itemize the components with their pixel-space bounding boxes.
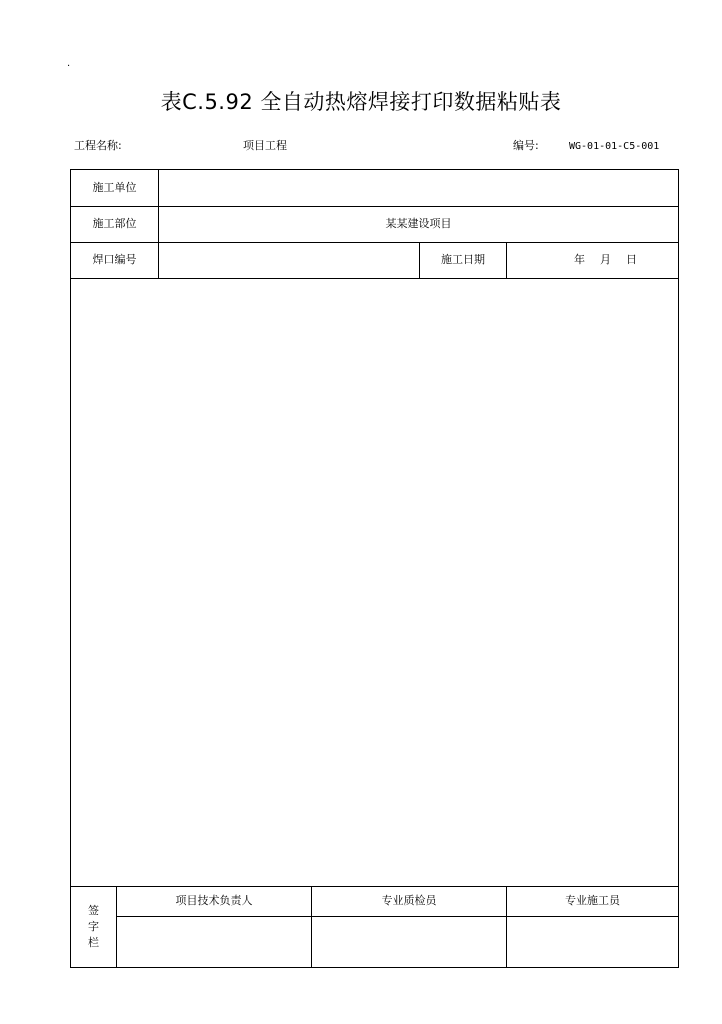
document-number-label: 编号: [513,139,539,152]
form-table [70,169,679,968]
signature-label-char: 字 [88,920,99,933]
date-month-label: 月 [600,253,611,266]
page-title: 表C.5.92 全自动热熔焊接打印数据粘贴表 [160,90,562,114]
signature-section-label [71,887,116,967]
construction-part-label: 施工部位 [92,217,137,230]
print-data-paste-area[interactable] [71,279,678,886]
construction-worker-header: 专业施工员 [565,894,620,907]
tech-lead-signature-field[interactable] [117,917,311,967]
construction-unit-label: 施工单位 [92,181,137,194]
quality-inspector-signature-field[interactable] [312,917,506,967]
project-name-value[interactable]: 项目工程 [243,139,287,152]
construction-worker-signature-field[interactable] [507,917,678,967]
tech-lead-header: 项目技术负责人 [175,894,253,907]
construction-unit-field[interactable] [159,170,678,206]
weld-number-label: 焊口编号 [92,253,137,266]
signature-label-char: 栏 [88,936,99,949]
corner-dot: · [67,61,71,72]
signature-label-char: 签 [88,904,99,917]
construction-part-field[interactable]: 某某建设项目 [385,217,452,230]
construction-date-field[interactable] [507,242,678,278]
construction-date-label: 施工日期 [441,253,485,266]
quality-inspector-header: 专业质检员 [381,894,437,907]
date-year-label: 年 [574,253,585,266]
document-number-value[interactable]: WG-01-01-C5-001 [569,141,660,152]
date-day-label: 日 [626,253,637,266]
weld-number-field[interactable] [159,242,419,278]
project-name-label: 工程名称: [74,139,122,152]
